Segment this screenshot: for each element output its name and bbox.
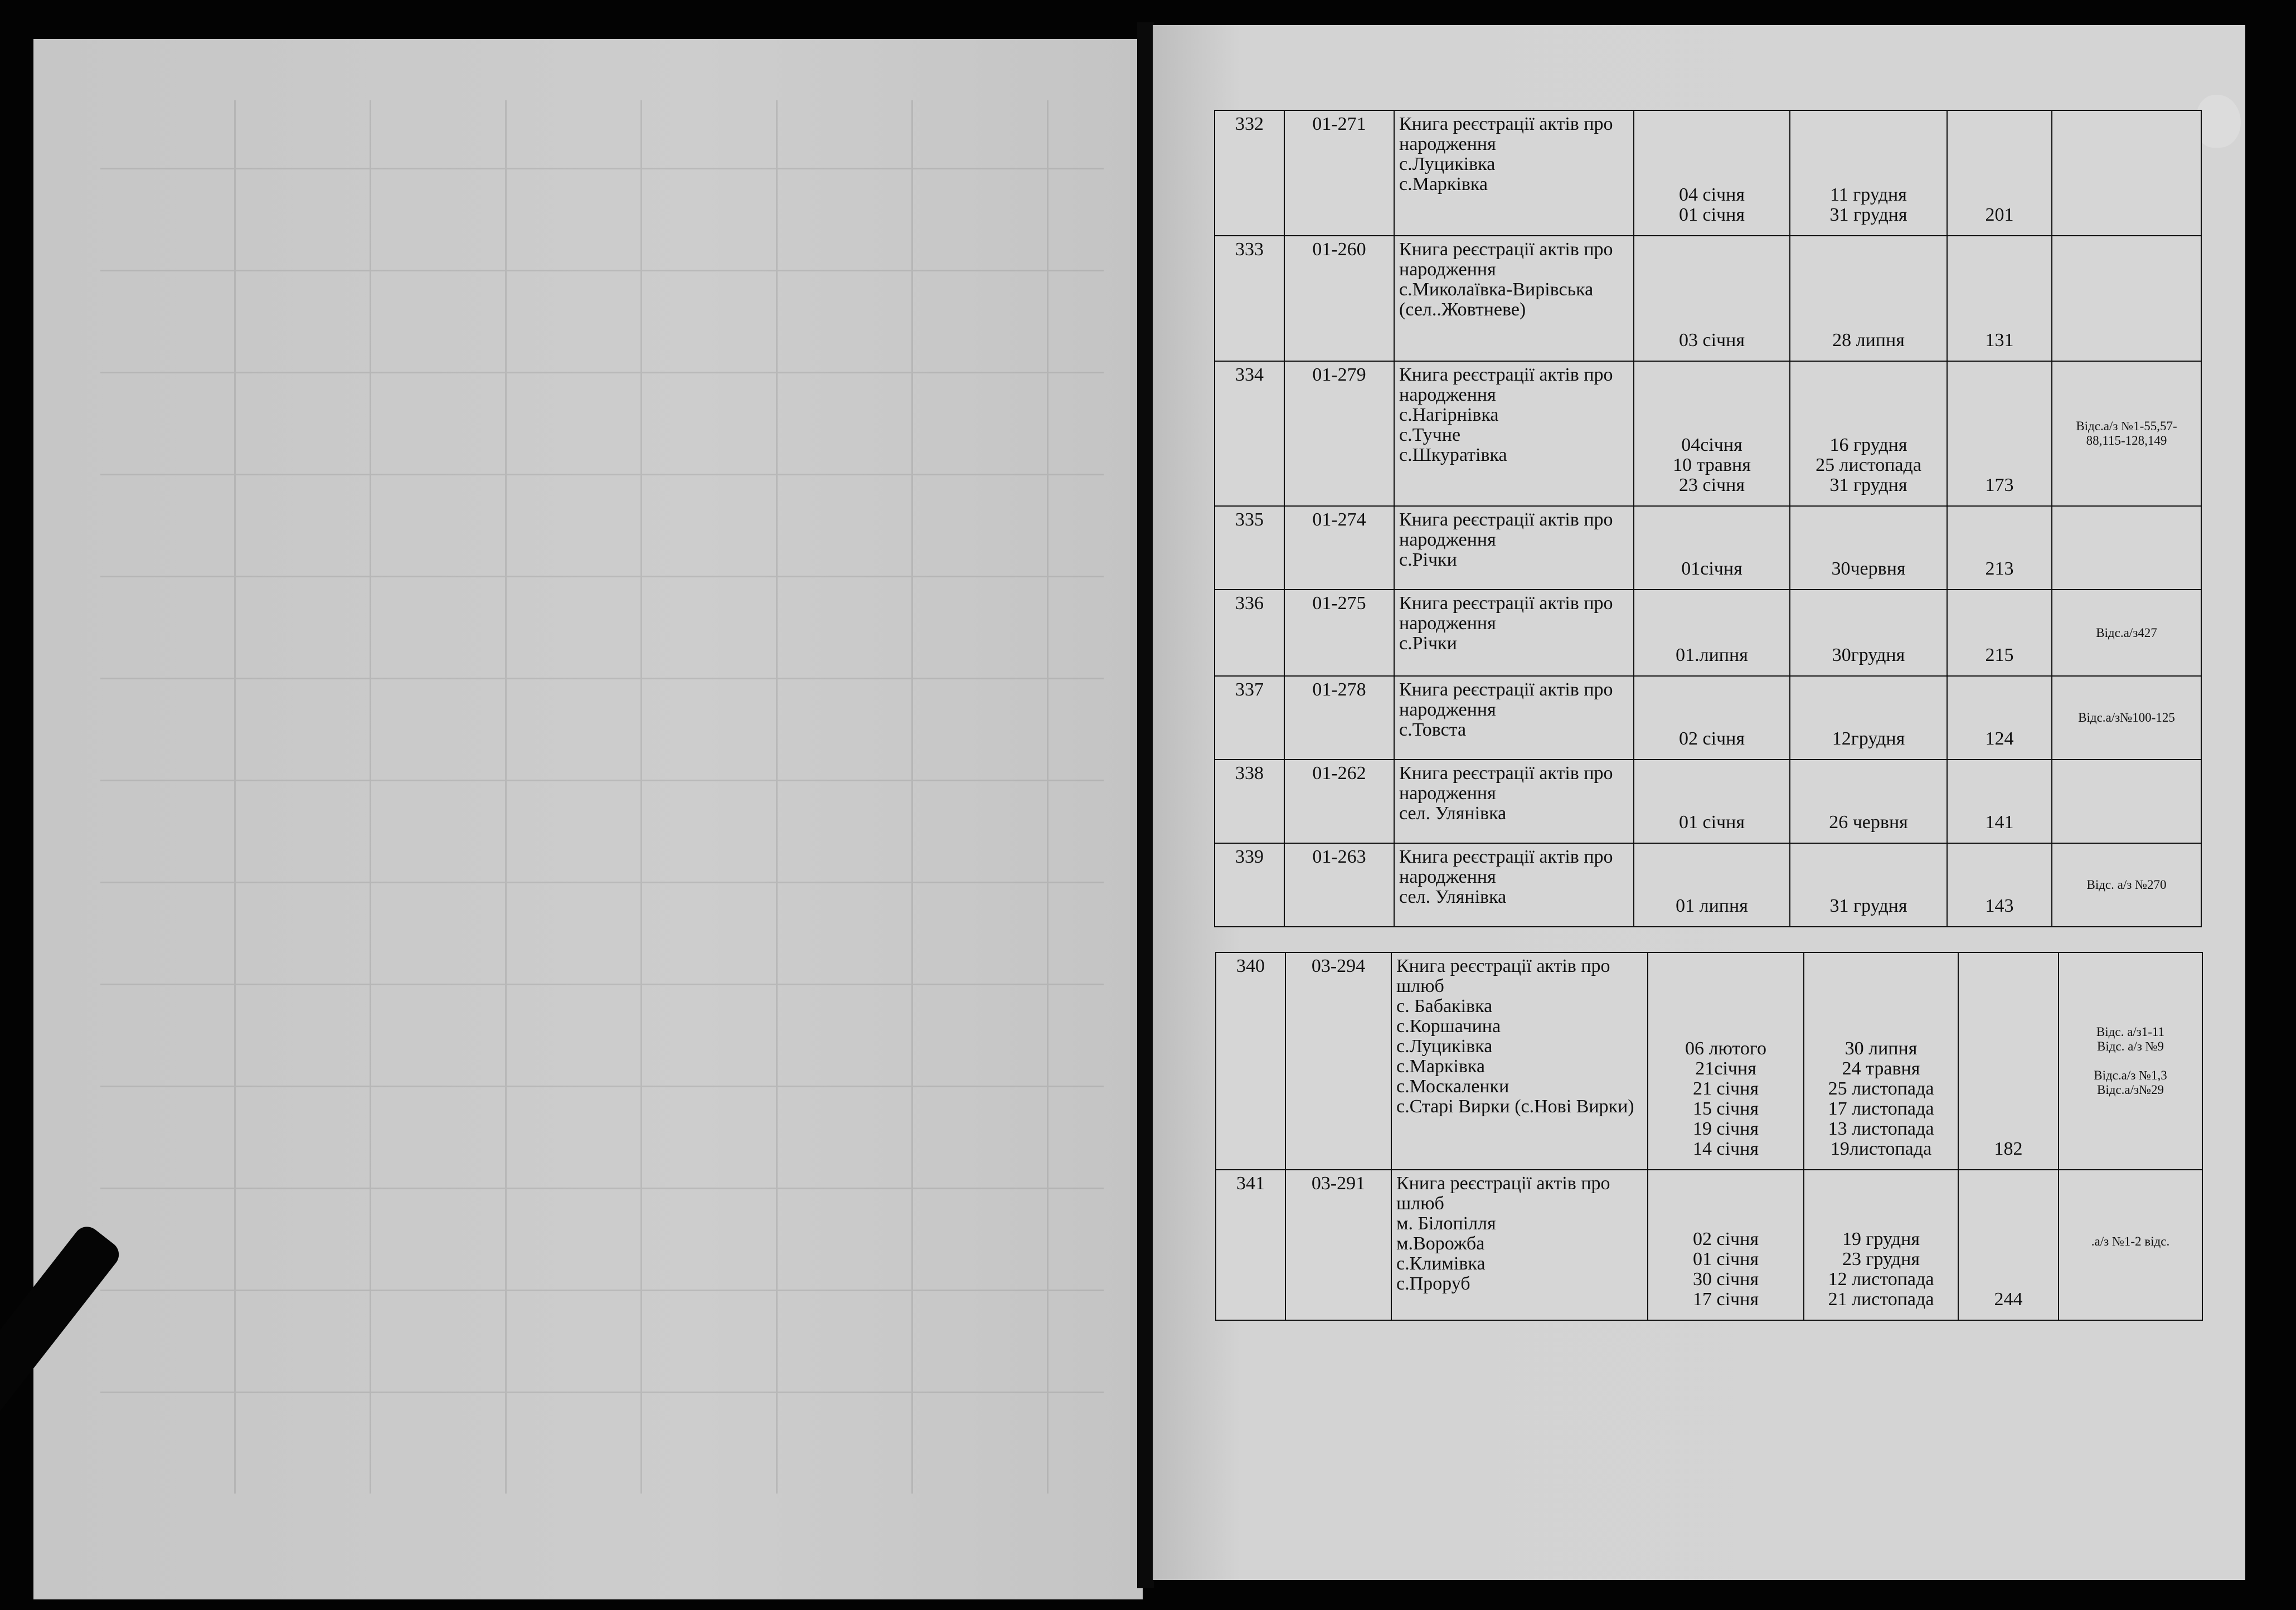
end-date-cell: [1790, 506, 1947, 590]
table-row: [1215, 843, 2201, 927]
table-row: [1216, 1170, 2202, 1320]
start-date: 01 січня: [1679, 205, 1745, 225]
end-date: 30грудня: [1832, 645, 1905, 665]
table-row: [1215, 760, 2201, 843]
archive-code: 01-279: [1284, 361, 1394, 506]
start-date-cell: [1634, 506, 1790, 590]
table-row: [1215, 590, 2201, 676]
place-name: с.Старі Вирки (с.Нові Вирки): [1396, 1096, 1634, 1117]
notes-cell: [2059, 1170, 2202, 1320]
end-date-cell: [1790, 590, 1947, 676]
birth-register-table: [1214, 110, 2202, 927]
book-title: [1394, 760, 1634, 843]
book-title: [1394, 506, 1634, 590]
end-date: 31 грудня: [1829, 896, 1907, 916]
archive-code: 03-291: [1285, 1170, 1391, 1320]
record-count: 182: [1958, 952, 2059, 1170]
archive-code: 01-260: [1284, 236, 1394, 361]
end-date-cell: [1790, 843, 1947, 927]
end-date: 28 липня: [1832, 330, 1905, 351]
record-number: 333: [1215, 236, 1284, 361]
title-text: Книга реєстрації актів про народження: [1399, 364, 1613, 405]
book-title: [1394, 676, 1634, 760]
note-text: Відс. а/з1-11: [2096, 1025, 2165, 1039]
archive-code: 01-263: [1284, 843, 1394, 927]
start-date: 02 січня: [1679, 728, 1745, 749]
place-name: с.Річки: [1399, 549, 1457, 570]
place-name: с.Товста: [1399, 719, 1467, 740]
end-date: 19листопада: [1830, 1139, 1932, 1159]
start-date: 01.липня: [1676, 645, 1748, 665]
table-row: [1215, 506, 2201, 590]
title-text: Книга реєстрації актів про шлюб: [1396, 1173, 1610, 1214]
end-date: 11 грудня: [1830, 184, 1907, 205]
book-title: [1394, 110, 1634, 236]
place-name: с. Бабаківка: [1396, 996, 1493, 1016]
note-text: Відс.а/з №1,3: [2094, 1068, 2167, 1082]
record-number: 338: [1215, 760, 1284, 843]
book-title: [1391, 952, 1648, 1170]
start-date-cell: [1648, 1170, 1804, 1320]
start-date-cell: [1634, 236, 1790, 361]
start-date: 21січня: [1695, 1058, 1756, 1079]
end-date: 31 грудня: [1829, 475, 1907, 495]
start-date: 02 січня: [1693, 1229, 1759, 1249]
title-text: Книга реєстрації актів про народження: [1399, 763, 1613, 804]
end-date: 24 травня: [1842, 1058, 1920, 1079]
record-count: 215: [1947, 590, 2052, 676]
record-count: 143: [1947, 843, 2052, 927]
start-date: 01 січня: [1679, 812, 1745, 833]
left-page: [33, 39, 1143, 1599]
record-number: 339: [1215, 843, 1284, 927]
place-name: с.Марківка: [1399, 174, 1488, 194]
end-date: 30 липня: [1844, 1038, 1918, 1059]
end-date: 13 листопада: [1828, 1118, 1934, 1139]
end-date: 26 червня: [1829, 812, 1908, 833]
start-date: 14 січня: [1693, 1139, 1759, 1159]
end-date: 23 грудня: [1842, 1249, 1920, 1269]
place-name: с.Коршачина: [1396, 1016, 1501, 1037]
book-title: [1394, 843, 1634, 927]
end-date-cell: [1804, 952, 1958, 1170]
end-date-cell: [1804, 1170, 1958, 1320]
table-row: [1215, 236, 2201, 361]
title-text: Книга реєстрації актів про народження: [1399, 593, 1613, 634]
place-name: с.Нагірнівка: [1399, 405, 1499, 425]
start-date: 15 січня: [1693, 1098, 1759, 1119]
place-name: с.Проруб: [1396, 1273, 1470, 1294]
place-name: сел. Улянівка: [1399, 803, 1507, 824]
place-name: м.Ворожба: [1396, 1233, 1485, 1254]
start-date: 17 січня: [1693, 1289, 1759, 1310]
notes-cell: [2052, 843, 2201, 927]
start-date: 01січня: [1681, 558, 1742, 579]
start-date: 04січня: [1681, 435, 1742, 455]
book-title: [1394, 590, 1634, 676]
paper-tear: [2196, 95, 2241, 148]
notes-cell: [2059, 952, 2202, 1170]
record-count: 201: [1947, 110, 2052, 236]
table-row: [1215, 110, 2201, 236]
place-name: м. Білопілля: [1396, 1213, 1496, 1234]
start-date: 03 січня: [1679, 330, 1745, 351]
table-row: [1215, 676, 2201, 760]
place-name: с.Миколаївка-Вирівська: [1399, 279, 1594, 300]
start-date-cell: [1634, 590, 1790, 676]
start-date: 04 січня: [1679, 184, 1745, 205]
start-date: 21 січня: [1693, 1078, 1759, 1099]
start-date: 01 січня: [1693, 1249, 1759, 1269]
end-date-cell: [1790, 361, 1947, 506]
end-date: 25 листопада: [1828, 1078, 1934, 1099]
end-date: 12грудня: [1832, 728, 1905, 749]
end-date: 30червня: [1831, 558, 1906, 579]
book-title: [1391, 1170, 1648, 1320]
marriage-register-table: [1215, 952, 2203, 1321]
start-date: 23 січня: [1679, 475, 1745, 495]
archive-code: 01-275: [1284, 590, 1394, 676]
archive-code: 01-262: [1284, 760, 1394, 843]
note-text: Відс. а/з №9: [2096, 1039, 2164, 1053]
book-title: [1394, 236, 1634, 361]
place-name: с.Річки: [1399, 633, 1457, 654]
record-number: 337: [1215, 676, 1284, 760]
end-date-cell: [1790, 236, 1947, 361]
title-text: Книга реєстрації актів про народження: [1399, 509, 1613, 550]
place-name: с.Шкуратівка: [1399, 445, 1507, 465]
notes-cell: [2052, 506, 2201, 590]
record-count: 141: [1947, 760, 2052, 843]
start-date-cell: [1634, 843, 1790, 927]
note-text: Відс.а/з427: [2096, 625, 2157, 640]
note-text: [2064, 1054, 2197, 1068]
place-name: сел. Улянівка: [1399, 887, 1507, 907]
end-date-cell: [1790, 760, 1947, 843]
notes-cell: [2052, 110, 2201, 236]
record-count: 213: [1947, 506, 2052, 590]
start-date: 10 травня: [1673, 455, 1751, 475]
end-date: 16 грудня: [1829, 435, 1907, 455]
note-text: .а/з №1-2 відс.: [2091, 1234, 2170, 1248]
notes-cell: [2052, 590, 2201, 676]
record-count: 244: [1958, 1170, 2059, 1320]
note-text: Відс.а/з№100-125: [2078, 711, 2175, 724]
record-count: 131: [1947, 236, 2052, 361]
place-name: с.Луциківка: [1399, 154, 1496, 174]
title-text: Книга реєстрації актів про шлюб: [1396, 956, 1610, 996]
title-text: Книга реєстрації актів про народження: [1399, 847, 1613, 887]
archive-code: 03-294: [1285, 952, 1391, 1170]
record-number: 336: [1215, 590, 1284, 676]
table-row: [1216, 952, 2202, 1170]
place-name: (сел..Жовтневе): [1399, 299, 1526, 320]
bleed-through-table: [100, 100, 1104, 1494]
record-number: 335: [1215, 506, 1284, 590]
record-number: 334: [1215, 361, 1284, 506]
record-number: 332: [1215, 110, 1284, 236]
place-name: с.Москаленки: [1396, 1076, 1509, 1097]
place-name: с.Тучне: [1399, 425, 1461, 445]
book-spine: [1137, 22, 1154, 1588]
end-date: 21 листопада: [1828, 1289, 1934, 1310]
record-count: 124: [1947, 676, 2052, 760]
end-date: 17 листопада: [1828, 1098, 1934, 1119]
start-date-cell: [1634, 676, 1790, 760]
note-text: Відс.а/з№29: [2096, 1083, 2164, 1097]
title-text: Книга реєстрації актів про народження: [1399, 679, 1613, 720]
notes-cell: [2052, 760, 2201, 843]
place-name: с.Луциківка: [1396, 1036, 1493, 1057]
note-text: 88,115-128,149: [2086, 434, 2167, 448]
notes-cell: [2052, 236, 2201, 361]
notes-cell: [2052, 676, 2201, 760]
start-date-cell: [1634, 361, 1790, 506]
archive-code: 01-271: [1284, 110, 1394, 236]
title-text: Книга реєстрації актів про народження: [1399, 239, 1613, 280]
end-date-cell: [1790, 676, 1947, 760]
archive-code: 01-278: [1284, 676, 1394, 760]
start-date: 30 січня: [1693, 1269, 1759, 1290]
archive-code: 01-274: [1284, 506, 1394, 590]
end-date-cell: [1790, 110, 1947, 236]
title-text: Книга реєстрації актів про народження: [1399, 114, 1613, 154]
book-title: [1394, 361, 1634, 506]
place-name: с.Марківка: [1396, 1056, 1486, 1077]
record-number: 341: [1216, 1170, 1285, 1320]
start-date: 19 січня: [1693, 1118, 1759, 1139]
start-date-cell: [1634, 110, 1790, 236]
table-row: [1215, 361, 2201, 506]
start-date-cell: [1634, 760, 1790, 843]
note-text: Відс. а/з №270: [2086, 878, 2167, 892]
start-date-cell: [1648, 952, 1804, 1170]
record-number: 340: [1216, 952, 1285, 1170]
place-name: с.Климівка: [1396, 1253, 1486, 1274]
end-date: 19 грудня: [1842, 1229, 1920, 1249]
start-date: 06 лютого: [1685, 1038, 1766, 1059]
record-count: 173: [1947, 361, 2052, 506]
end-date: 31 грудня: [1829, 205, 1907, 225]
end-date: 12 листопада: [1828, 1269, 1934, 1290]
start-date: 01 липня: [1676, 896, 1748, 916]
note-text: Відс.а/з №1-55,57-: [2076, 419, 2177, 433]
notes-cell: [2052, 361, 2201, 506]
end-date: 25 листопада: [1816, 455, 1921, 475]
